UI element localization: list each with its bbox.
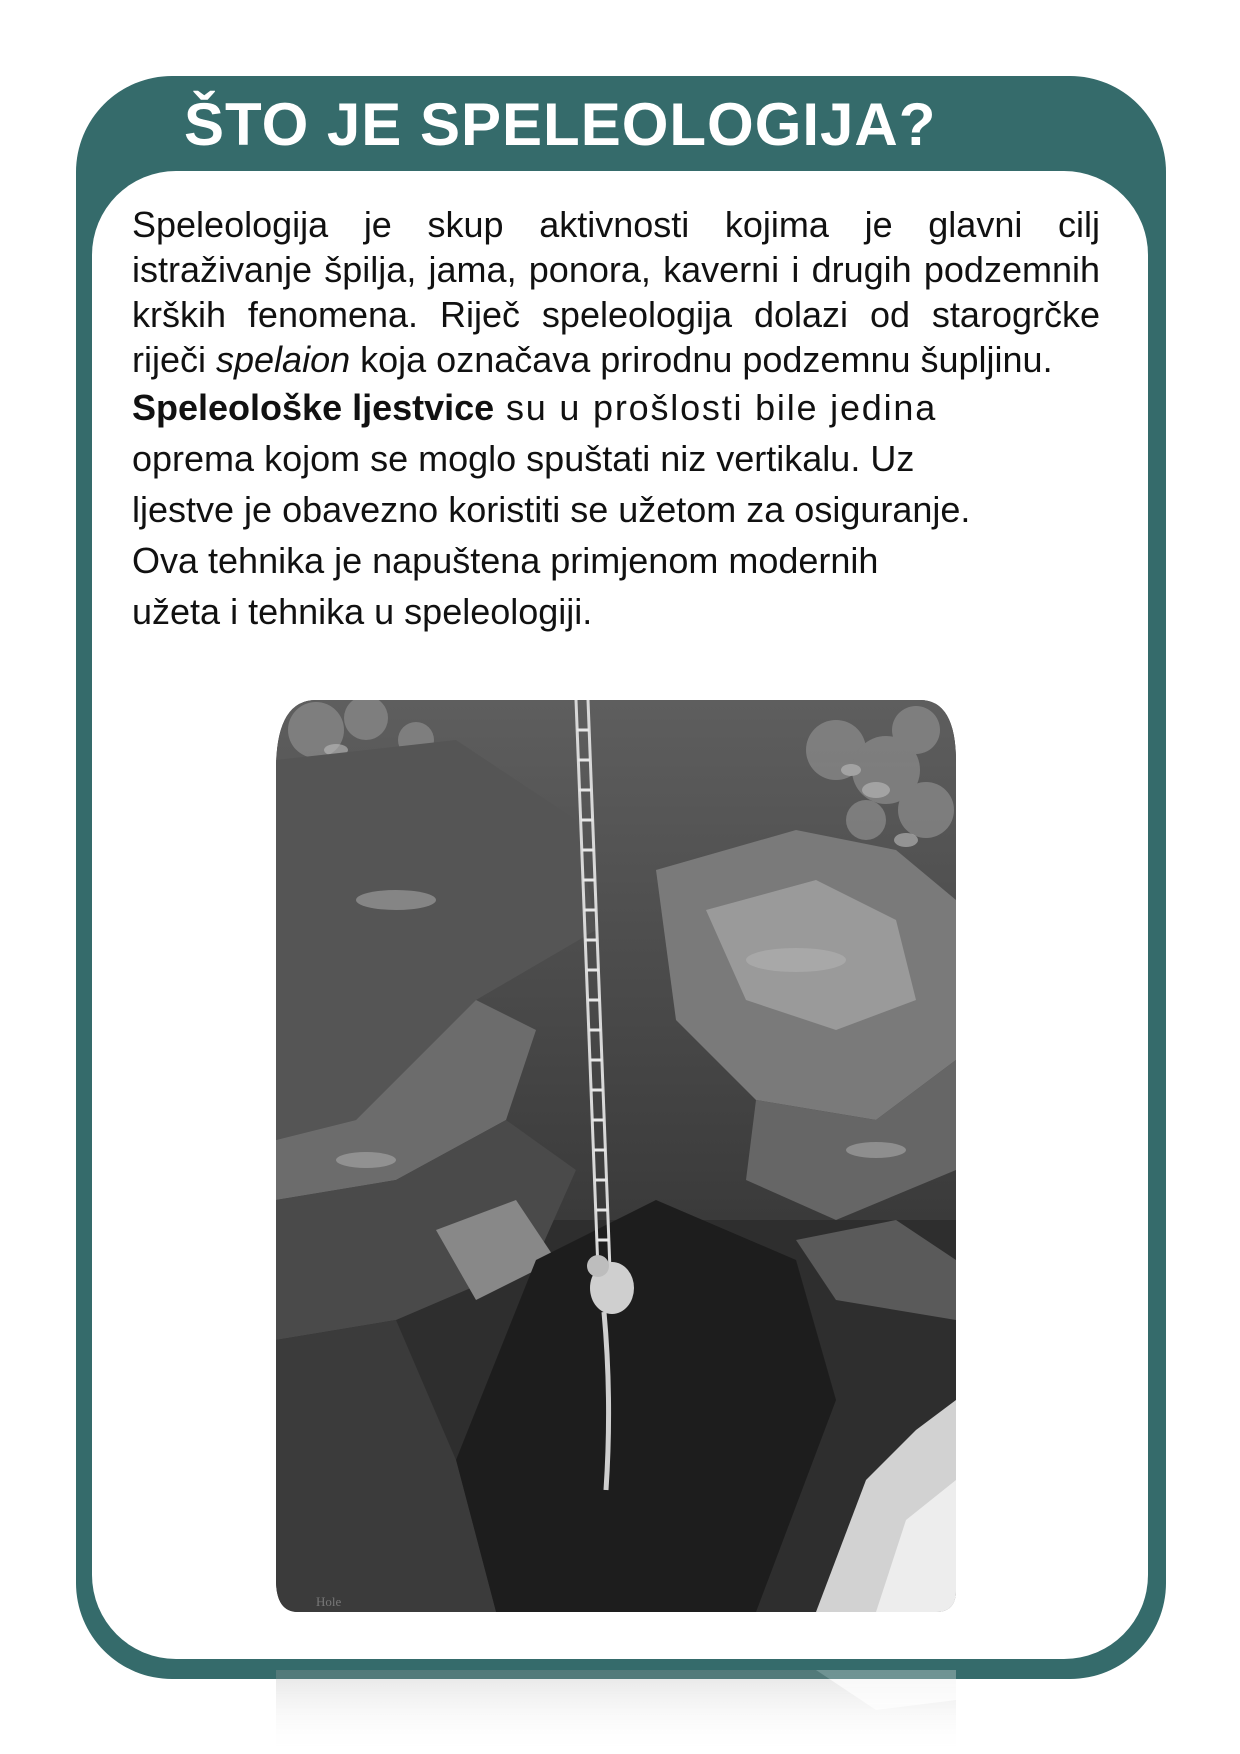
greek-term: spelaion <box>216 339 351 380</box>
ladders-line-4: Ova tehnika je napuštena primjenom modernih <box>132 540 879 581</box>
ladders-term: Speleološke ljestvice <box>132 387 495 428</box>
ladders-line-5: užeta i tehnika u speleologiji. <box>132 591 593 632</box>
photo-reflection <box>276 1670 956 1754</box>
page-title: ŠTO JE SPELEOLOGIJA? <box>184 91 937 158</box>
intro-paragraph <box>132 202 1100 382</box>
intro-text: Speleologija je skup aktivnosti kojima je glavni cilj istraživanje špilja, jama, ponora, kaverni i drugih podzemnih krških fenomena. Riječ speleologija dolazi od starogrčke riječi <box>132 204 1100 380</box>
ladders-line-3: ljestve je obavezno koristiti se užetom za osiguranje. <box>132 489 971 530</box>
ladders-line-1: su u prošlosti bile jedina <box>494 387 938 428</box>
ladders-paragraph <box>132 382 1100 637</box>
intro-text-end: koja označava prirodnu podzemnu šupljinu. <box>350 339 1053 380</box>
body-text <box>132 202 1100 637</box>
photo-caption-fragment: Hole <box>316 1594 342 1609</box>
cave-ladder-photo <box>276 700 956 1612</box>
ladders-line-2: oprema kojom se moglo spuštati niz vertikalu. Uz <box>132 438 915 479</box>
